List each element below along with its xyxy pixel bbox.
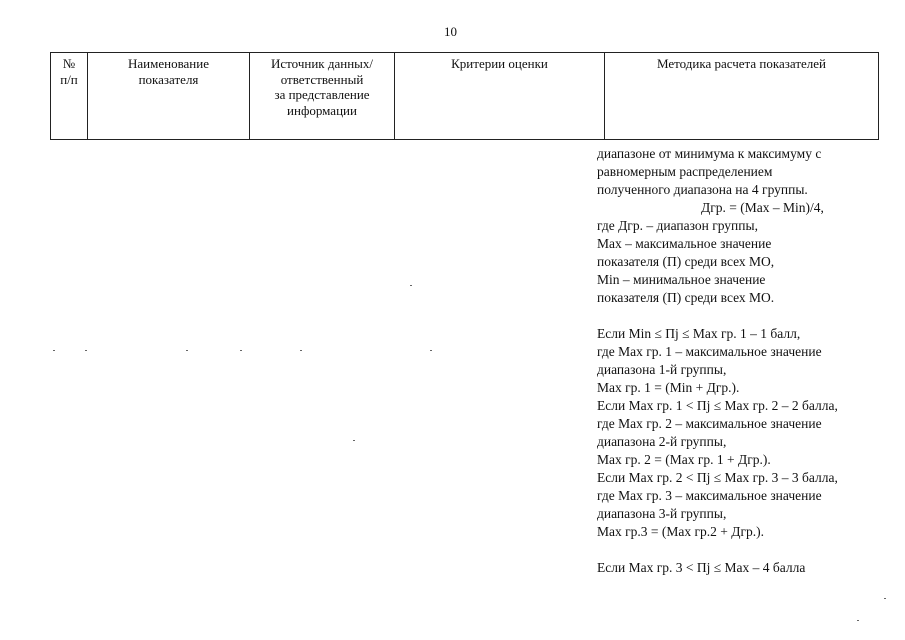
method-line: Если Max гр. 2 < Пj ≤ Max гр. 3 – 3 балла, bbox=[597, 470, 838, 485]
page-number: 10 bbox=[444, 24, 457, 39]
header-text: № bbox=[62, 56, 76, 71]
method-line: где Max гр. 3 – максимальное значение bbox=[597, 488, 822, 503]
header-text: Критерии оценки bbox=[451, 56, 548, 71]
method-text-block bbox=[597, 145, 897, 577]
scan-speck bbox=[240, 350, 242, 351]
header-cell-number bbox=[51, 53, 88, 140]
method-line bbox=[597, 307, 897, 325]
method-line: Дгр. = (Max – Min)/4, bbox=[701, 200, 824, 215]
method-line: Max гр.3 = (Max гр.2 + Дгр.). bbox=[597, 524, 765, 539]
scan-speck bbox=[186, 350, 188, 351]
method-line bbox=[597, 541, 897, 559]
header-cell-indicator-name bbox=[88, 53, 250, 140]
method-line: Если Min ≤ Пj ≤ Max гр. 1 – 1 балл, bbox=[597, 326, 801, 341]
method-line: Max – максимальное значение bbox=[597, 236, 772, 251]
header-text: показателя bbox=[138, 71, 199, 87]
header-cell-criteria bbox=[395, 53, 605, 140]
scan-speck bbox=[353, 440, 355, 441]
scan-speck bbox=[410, 285, 412, 286]
method-line: Max гр. 1 = (Min + Дгр.). bbox=[597, 380, 740, 395]
header-text: п/п bbox=[60, 71, 78, 87]
method-line: где Max гр. 2 – максимальное значение bbox=[597, 416, 822, 431]
header-text: Источник данных/ bbox=[271, 56, 373, 71]
table-header bbox=[50, 52, 879, 140]
method-line: диапазона 2-й группы, bbox=[597, 434, 727, 449]
method-line: Max гр. 2 = (Max гр. 1 + Дгр.). bbox=[597, 452, 771, 467]
method-line: диапазона 1-й группы, bbox=[597, 362, 727, 377]
method-line: диапазоне от минимума к максимуму с bbox=[597, 146, 822, 161]
header-cell-method bbox=[605, 53, 879, 140]
scan-speck bbox=[430, 350, 432, 351]
method-line: диапазона 3-й группы, bbox=[597, 506, 727, 521]
method-line: полученного диапазона на 4 группы. bbox=[597, 182, 808, 197]
scan-speck bbox=[300, 350, 302, 351]
method-line: Если Max гр. 3 < Пj ≤ Max – 4 балла bbox=[597, 560, 806, 575]
scan-speck bbox=[53, 350, 55, 351]
method-line: где Дгр. – диапазон группы, bbox=[597, 218, 758, 233]
header-cell-data-source bbox=[250, 53, 395, 140]
header-text: Методика расчета показателей bbox=[656, 56, 827, 71]
method-line: равномерным распределением bbox=[597, 164, 773, 179]
method-line: Если Max гр. 1 < Пj ≤ Max гр. 2 – 2 балла, bbox=[597, 398, 838, 413]
method-line: показателя (П) среди всех МО, bbox=[597, 254, 775, 269]
method-line: Min – минимальное значение bbox=[597, 272, 766, 287]
header-text: Наименование bbox=[128, 56, 209, 71]
scan-speck bbox=[884, 598, 886, 599]
scan-speck bbox=[85, 350, 87, 351]
method-line: показателя (П) среди всех МО. bbox=[597, 290, 775, 305]
method-line: где Max гр. 1 – максимальное значение bbox=[597, 344, 822, 359]
scan-speck bbox=[857, 620, 859, 621]
header-text: информации bbox=[287, 102, 357, 118]
header-text: ответственный bbox=[280, 71, 364, 87]
header-text: за представление bbox=[274, 87, 370, 102]
